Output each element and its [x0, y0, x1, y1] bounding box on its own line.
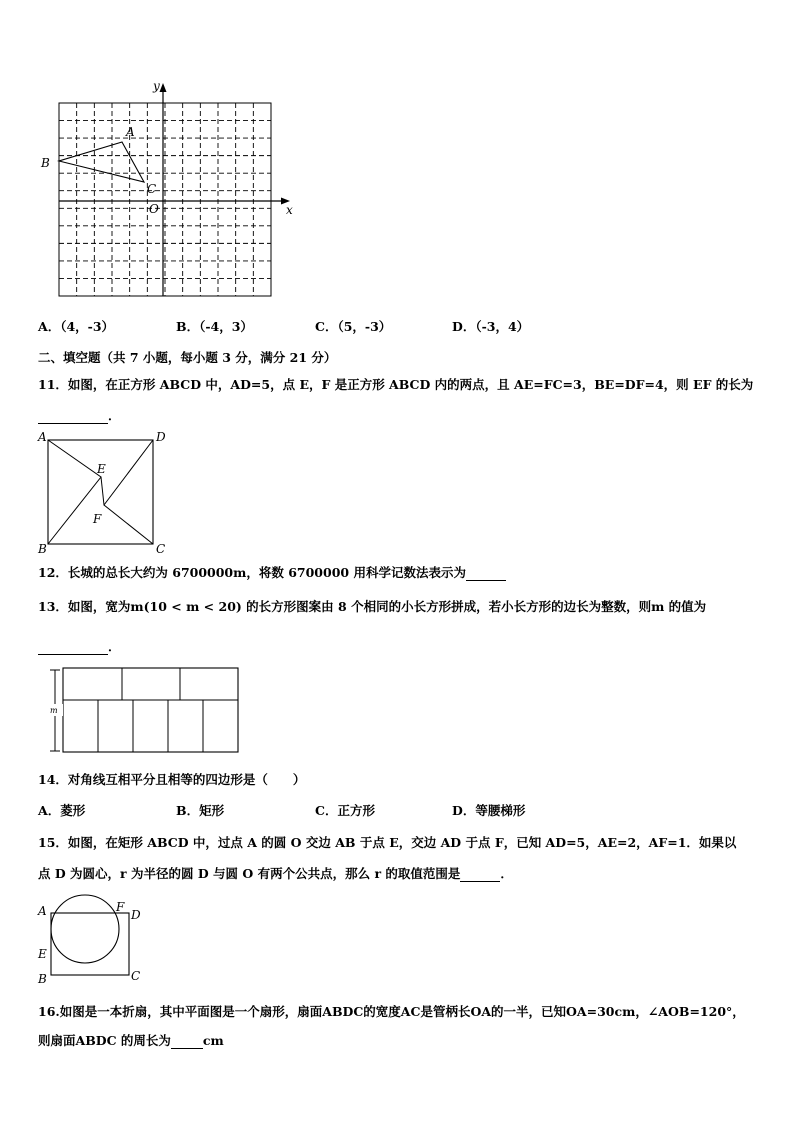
label-b: B: [38, 972, 47, 986]
label-f: F: [93, 512, 102, 526]
q11-text: 11．如图，在正方形 ABCD 中，AD=5，点 E，F 是正方形 ABCD 内的两点，且 AE=FC=3，BE=DF=4，则 EF 的长为: [38, 377, 754, 392]
q13-answer-line: ．: [38, 637, 121, 655]
label-c: C: [147, 182, 157, 196]
label-b: B: [38, 542, 47, 556]
q13-text: 13．如图，宽为m(10 < m < 20) 的长方形图案由 8 个相同的小长方形拼成，若小长方形的边长为整数，则m 的值为: [38, 599, 707, 614]
q16-text-line2: 则扇面ABDC 的周长为 cm: [38, 1033, 224, 1048]
q14-option-c: C．正方形: [315, 803, 375, 818]
q14-option-d: D．等腰梯形: [452, 803, 526, 818]
q14-text: 14．对角线互相平分且相等的四边形是（ ）: [38, 772, 306, 787]
q16-text-line1: 16.如图是一本折扇，其中平面图是一个扇形，扇面ABDC的宽度AC是管柄长OA的一半，已知OA=30cm，∠AOB=120°，: [38, 1004, 745, 1019]
circle-o: [51, 895, 119, 963]
q14-option-a: A．菱形: [38, 803, 86, 818]
q15-text-line2: 点 D 为圆心，r 为半径的圆 D 与圆 O 有两个公共点，那么 r 的取值范围是 ．: [38, 866, 513, 881]
label-x: x: [286, 203, 293, 217]
q10-option-a: A．（4，-3）: [38, 319, 115, 334]
section-2-title: 二、填空题（共 7 小题，每小题 3 分，满分 21 分）: [38, 350, 337, 365]
label-b: B: [41, 156, 50, 170]
label-a: A: [38, 430, 47, 444]
q11-answer-line: ．: [38, 406, 121, 424]
q15-text-line1: 15．如图，在矩形 ABCD 中，过点 A 的圆 O 交边 AB 于点 E，交边 AD 于点 F，已知 AD=5，AE=2，AF=1．如果以: [38, 835, 737, 850]
q10-option-c: C．（5，-3）: [315, 319, 392, 334]
label-d: D: [156, 430, 166, 444]
label-f: F: [116, 900, 125, 914]
q10-option-d: D．（-3，4）: [452, 319, 530, 334]
label-a: A: [38, 904, 47, 918]
label-m: m: [50, 706, 58, 715]
label-o: O: [149, 202, 159, 216]
label-e: E: [38, 947, 47, 961]
q12-text: 12．长城的总长大约为 6700000m，将数 6700000 用科学记数法表示为: [38, 563, 506, 581]
label-c: C: [131, 969, 141, 983]
q14-option-b: B．矩形: [176, 803, 225, 818]
q10-option-b: B．（-4，3）: [176, 319, 253, 334]
label-y: y: [153, 79, 160, 93]
label-d: D: [131, 908, 141, 922]
label-c: C: [156, 542, 166, 556]
label-a: A: [126, 125, 135, 139]
q16-blank[interactable]: [171, 1033, 203, 1049]
label-e: E: [97, 462, 106, 476]
